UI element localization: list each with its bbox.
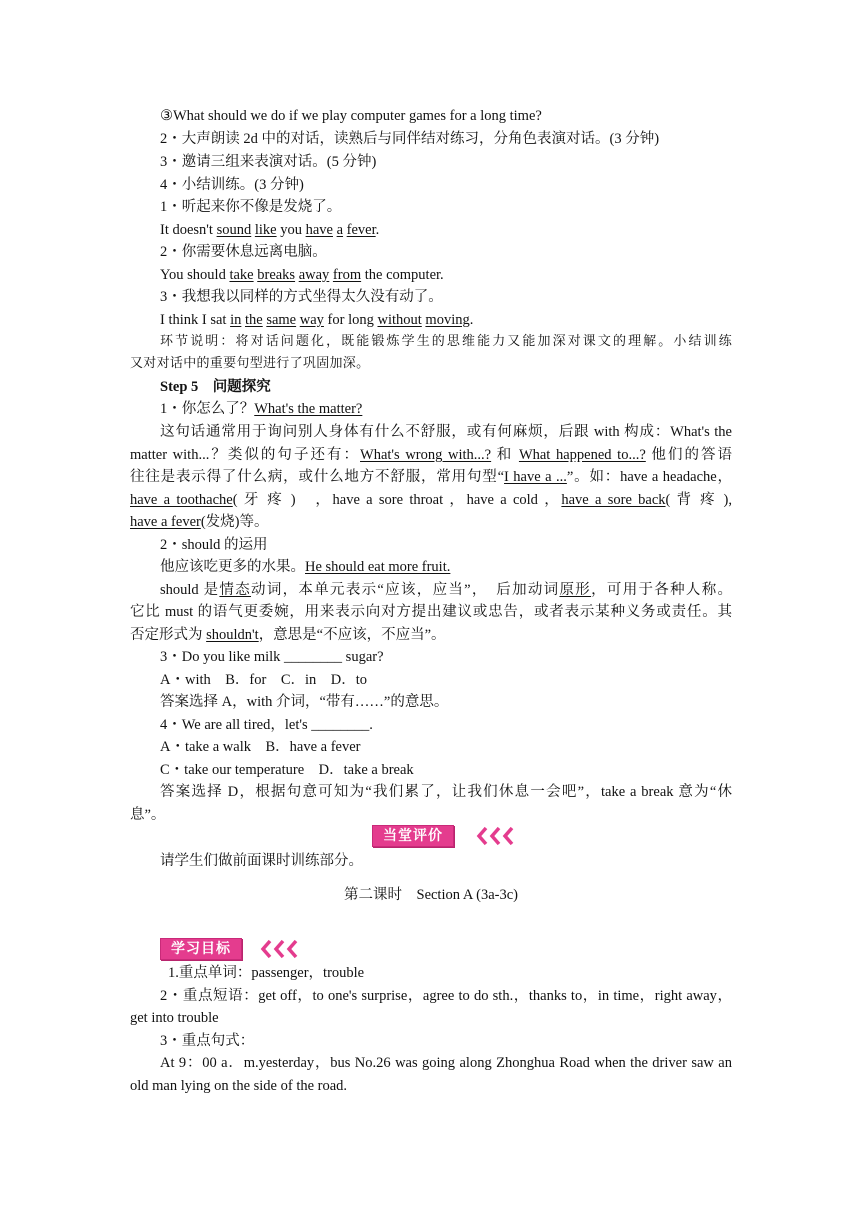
chevron-arrows-icon	[476, 825, 526, 847]
text-line: 2・重点短语：get off，to one's surprise，agree to do sth.，thanks to，in time，right away，	[160, 988, 732, 1004]
text-line: 2・should 的运用	[160, 537, 268, 553]
text-line: At 9：00 a．m.yesterday，bus No.26 was going along Zhonghua Road when the driver saw an	[160, 1055, 732, 1071]
evaluation-banner-label: 当堂评价	[372, 825, 454, 847]
answer-line: 答案选择 A，with 介词，“带有……”的意思。	[160, 694, 449, 710]
text-line: 这句话通常用于询问别人身体有什么不舒服，或有何麻烦，后跟 with 构成：What's the	[160, 424, 732, 440]
text-line: 请学生们做前面课时训练部分。	[160, 853, 363, 869]
lesson-title: 第二课时 Section A (3a-3c)	[344, 887, 518, 903]
text-line: I think I sat in the same way for long without moving.	[160, 312, 474, 328]
text-line: ③What should we do if we play computer games for a long time?	[160, 108, 542, 124]
options-line: A・take a walk B．have a fever	[160, 739, 361, 755]
text-line: 2・你需要休息远离电脑。	[160, 244, 327, 260]
text-line: 往往是表示得了什么病，或什么地方不舒服，常用句型“I have a ...”。如：have a headache，	[130, 469, 733, 485]
text-line: matter with...？类似的句子还有：What's wrong with...? 和 What happened to...? 他们的答语	[130, 447, 733, 463]
text-line: 它比 must 的语气更委婉，用来表示向对方提出建议或忠告，或者表示某种义务或责任。其	[130, 604, 732, 620]
question-line: 3・Do you like milk ________ sugar?	[160, 649, 384, 665]
note-line: 环节说明：将对话问题化，既能锻炼学生的思维能力又能加深对课文的理解。小结训练	[160, 334, 732, 349]
text-line: 2・大声朗读 2d 中的对话，读熟后与同伴结对练习，分角色表演对话。(3 分钟)	[160, 131, 660, 147]
options-line: A・with B．for C．in D．to	[160, 672, 368, 688]
text-line: 4・小结训练。(3 分钟)	[160, 177, 304, 193]
chevron-arrows-icon	[260, 938, 310, 960]
text-line: 否定形式为 shouldn't，意思是“不应该，不应当”。	[130, 627, 446, 643]
section-heading: Step 5 问题探究	[160, 379, 271, 395]
text-line: 3・我想我以同样的方式坐得太久没有动了。	[160, 289, 443, 305]
objectives-banner-label: 学习目标	[160, 938, 242, 960]
text-line: should 是情态动词，本单元表示“应该，应当”， 后加动词原形，可用于各种人称。	[160, 582, 733, 598]
text-line: have a fever(发烧)等。	[130, 514, 269, 530]
text-line: old man lying on the side of the road.	[130, 1078, 348, 1094]
text-line: It doesn't sound like you have a fever.	[160, 222, 380, 238]
question-line: 4・We are all tired，let's ________.	[160, 717, 373, 733]
answer-line: 答案选择 D，根据句意可知为“我们累了，让我们休息一会吧”，take a break 意为“休	[160, 784, 732, 800]
options-line: C・take our temperature D．take a break	[160, 762, 414, 778]
note-line: 又对对话中的重要句型进行了巩固加深。	[130, 356, 370, 371]
answer-line: 息”。	[130, 807, 166, 823]
text-line: get into trouble	[130, 1010, 219, 1026]
text-line: You should take breaks away from the computer.	[160, 267, 444, 283]
objectives-banner	[160, 938, 320, 960]
text-line: 他应该吃更多的水果。He should eat more fruit.	[160, 559, 451, 575]
text-line: have a toothache( 牙 疼 ) ，have a sore throat ，have a cold ，have a sore back( 背 疼 ),	[130, 492, 732, 508]
text-line: 1・你怎么了？What's the matter?	[160, 401, 363, 417]
text-line: 3・邀请三组来表演对话。(5 分钟)	[160, 154, 377, 170]
text-line: 3・重点句式：	[160, 1033, 255, 1049]
text-line: 1・听起来你不像是发烧了。	[160, 199, 342, 215]
evaluation-banner	[372, 825, 532, 847]
text-line: 1.重点单词：passenger，trouble	[168, 965, 365, 981]
